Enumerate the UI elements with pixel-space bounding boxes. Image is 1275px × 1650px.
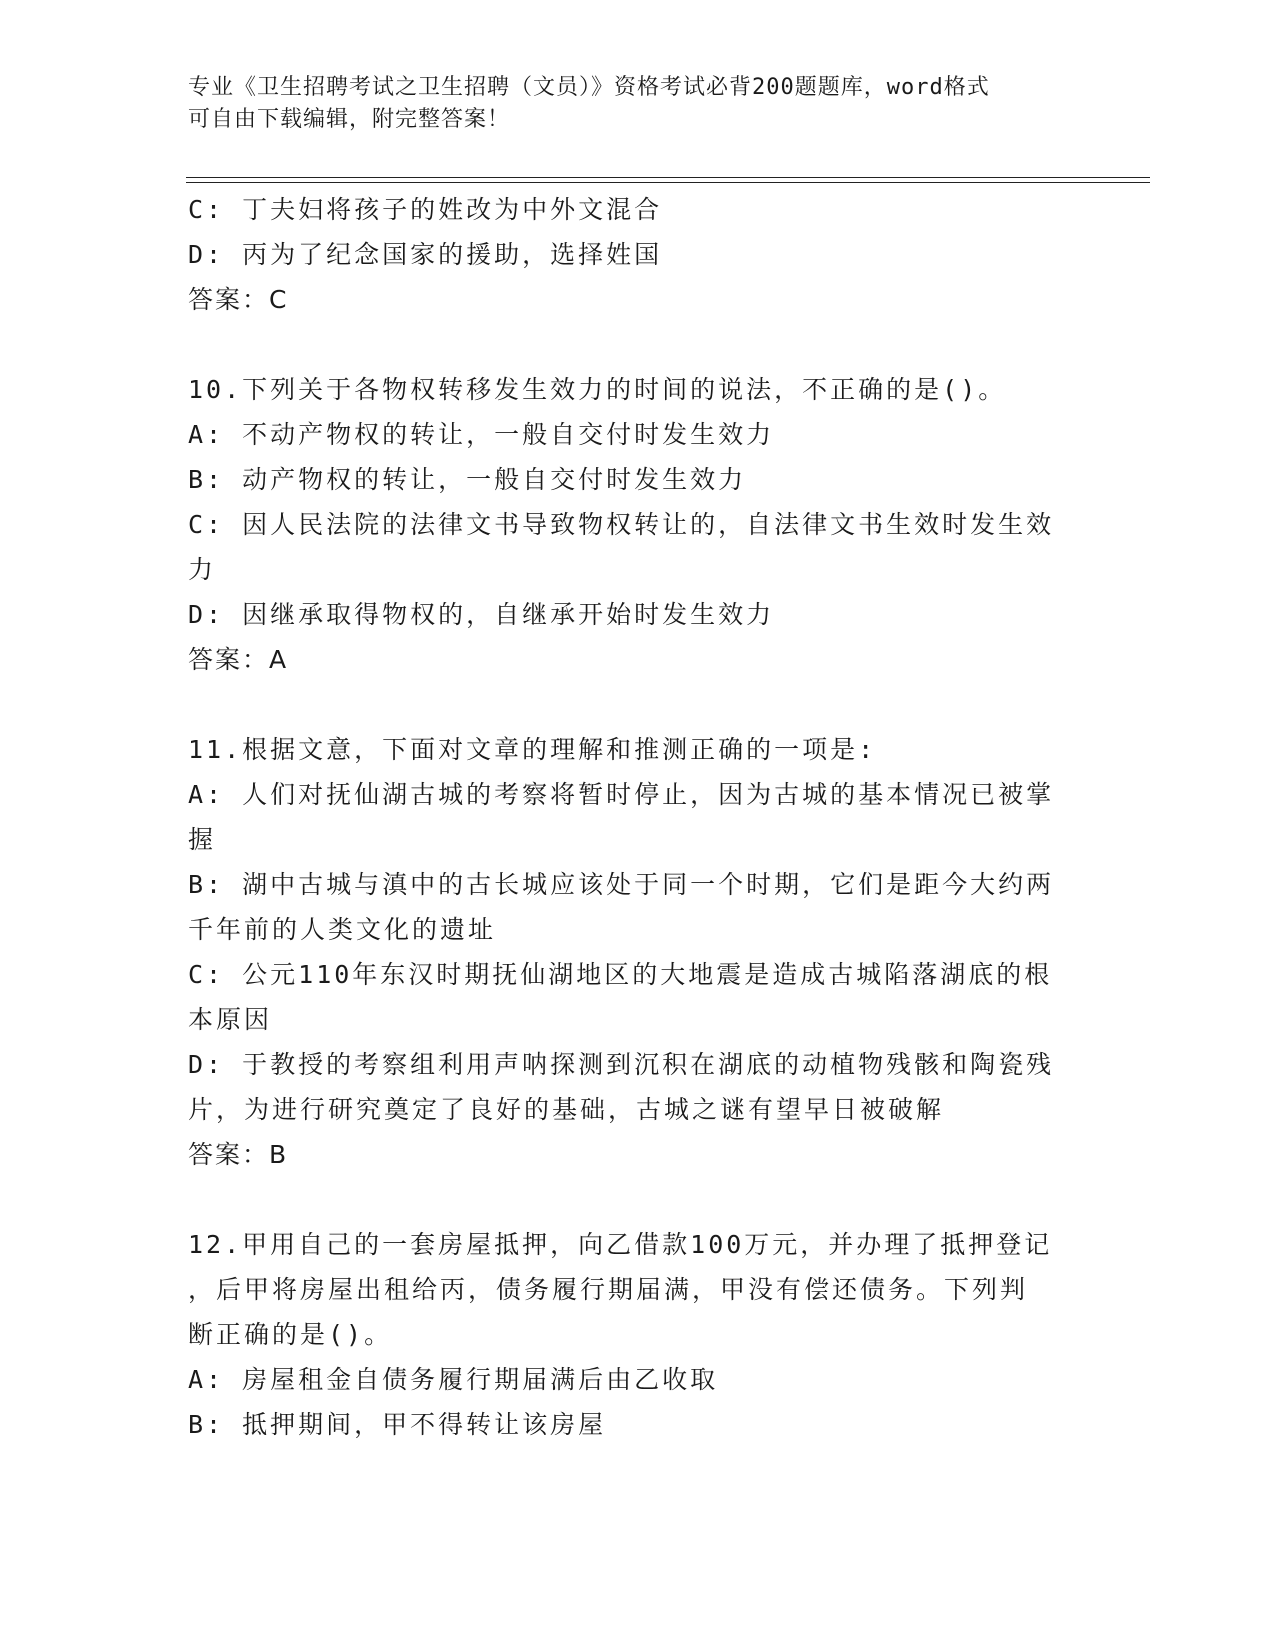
option-b-continued: 千年前的人类文化的遗址 [188,915,497,944]
question-10 [188,367,1068,682]
question-stem-continued: ，后甲将房屋出租给丙，债务履行期届满，甲没有偿还债务。下列判 [188,1275,1029,1304]
question-stem-continued: 断正确的是()。 [188,1320,393,1349]
header-divider-bottom [186,182,1150,183]
option-d: D: 丙为了纪念国家的援助，选择姓国 [188,240,663,269]
option-c-continued: 本原因 [188,1005,273,1034]
header-line-1: 专业《卫生招聘考试之卫生招聘（文员）》资格考试必背200题题库，word格式 [188,75,990,100]
option-c-continued: 力 [188,555,217,584]
option-b: B: 湖中古城与滇中的古长城应该处于同一个时期，它们是距今大约两 [188,870,1055,899]
option-a: A: 不动产物权的转让，一般自交付时发生效力 [188,420,775,449]
header-line-2: 可自由下载编辑，附完整答案！ [188,107,511,132]
answer: 答案：A [188,645,289,674]
option-c: C: 公元110年东汉时期抚仙湖地区的大地震是造成古城陷落湖底的根 [188,960,1053,989]
option-b: B: 抵押期间，甲不得转让该房屋 [188,1410,607,1439]
question-stem: 12.甲用自己的一套房屋抵押，向乙借款100万元，并办理了抵押登记 [188,1230,1053,1259]
header-divider-top [186,177,1150,178]
spacer [188,682,1068,727]
option-c: C: 因人民法院的法律文书导致物权转让的，自法律文书生效时发生效 [188,510,1055,539]
question-11 [188,727,1068,1177]
option-c: C: 丁夫妇将孩子的姓改为中外文混合 [188,195,663,224]
question-9-tail [188,187,1068,322]
question-stem: 11.根据文意，下面对文章的理解和推测正确的一项是: [188,735,877,764]
question-list [188,187,1068,1447]
option-d: D: 因继承取得物权的，自继承开始时发生效力 [188,600,775,629]
option-a: A: 人们对抚仙湖古城的考察将暂时停止，因为古城的基本情况已被掌 [188,780,1055,809]
option-d: D: 于教授的考察组利用声呐探测到沉积在湖底的动植物残骸和陶瓷残 [188,1050,1055,1079]
answer: 答案：B [188,1140,289,1169]
spacer [188,322,1068,367]
option-b: B: 动产物权的转让，一般自交付时发生效力 [188,465,747,494]
answer: 答案：C [188,285,289,314]
question-12 [188,1222,1068,1447]
option-a: A: 房屋租金自债务履行期届满后由乙收取 [188,1365,719,1394]
option-d-continued: 片，为进行研究奠定了良好的基础，古城之谜有望早日被破解 [188,1095,945,1124]
option-a-continued: 握 [188,825,217,854]
question-stem: 10.下列关于各物权转移发生效力的时间的说法，不正确的是()。 [188,375,1007,404]
document-header [188,72,1068,136]
spacer [188,1177,1068,1222]
